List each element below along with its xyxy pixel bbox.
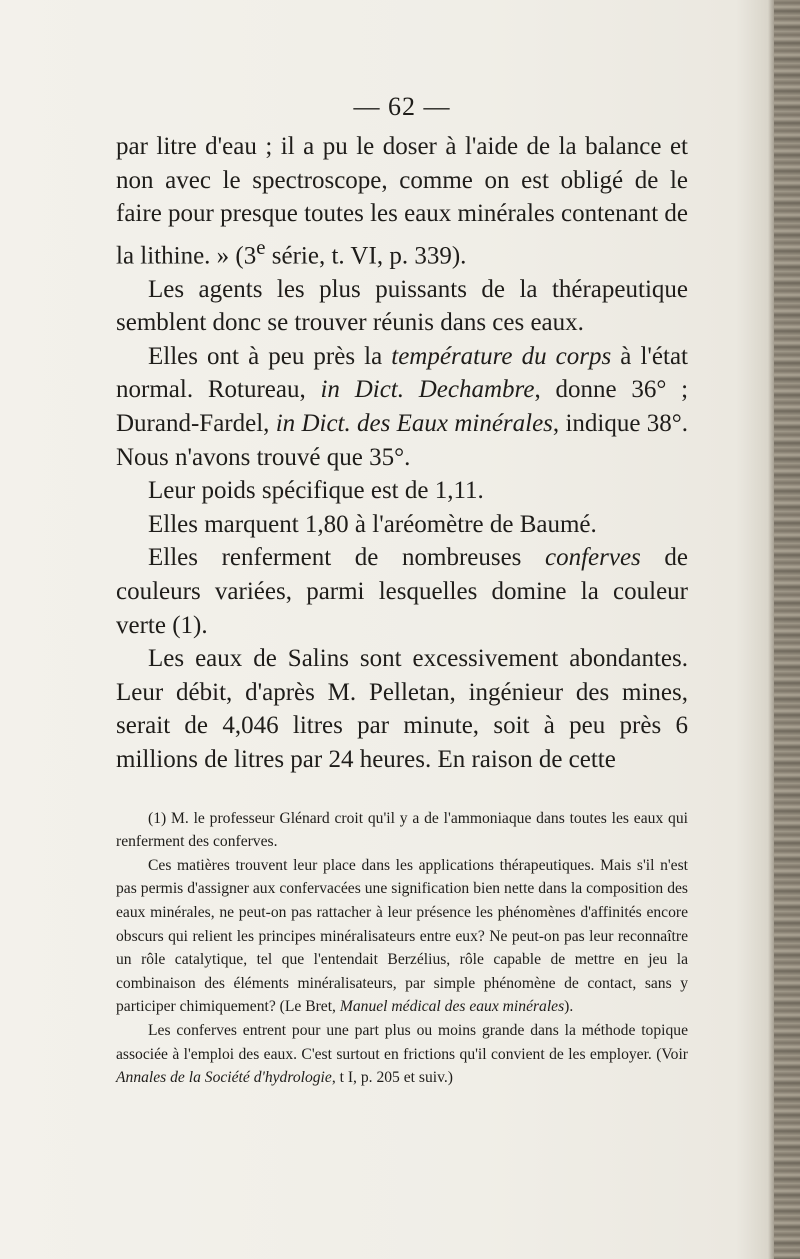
- text-run: série, t. VI, p. 339).: [265, 242, 467, 270]
- italic-text: température du corps: [391, 342, 612, 370]
- text-run: ).: [564, 998, 574, 1016]
- paragraph: [116, 508, 688, 542]
- text-run: , t I, p. 205 et suiv.): [331, 1069, 453, 1087]
- book-edge: [774, 0, 800, 1259]
- superscript: e: [256, 234, 266, 259]
- text-run: Elles marquent 1,80 à l'aréomètre de Baumé.: [148, 510, 597, 538]
- italic-text: Annales de la Société d'hydrologie: [116, 1069, 332, 1087]
- text-run: Ces matières trouvent leur place dans les applications thérapeutiques. Mais s'il n'est pas permis d'assigner aux confervacées une signification bien nette dans la composition des eaux minérales, ne peut-on pas rattacher à leur présence les phénomènes d'affinités encore obscurs qui relient les principes minéralisateurs entre eux? Ne peut-on pas leur reconnaître un rôle catalytique, tel que l'entendait Berzélius, rôle capable de mettre en jeu la combinaison des éléments minéralisateurs, par simple phénomène de contact, sans y participer chimiquement? (Le Bret,: [116, 856, 688, 1016]
- footnote: [116, 854, 688, 1019]
- footnotes: [116, 807, 688, 1090]
- footnote: [116, 1019, 688, 1090]
- text-run: , indique 38°. Nous n'avons trouvé que 35°.: [116, 410, 688, 471]
- text-run: à l'état normal. Rotureau,: [116, 342, 688, 404]
- paragraph: [116, 130, 688, 273]
- text-run: Elles ont à peu près la: [148, 342, 392, 370]
- text-run: Elles renferment de nombreuses: [148, 544, 545, 572]
- text-run: Les conferves entrent pour une part plus ou moins grande dans la méthode topique associée à l'emploi des eaux. C'est surtout en frictions qu'il convient de les employer. (Voir: [116, 1021, 688, 1063]
- page-number: — 62 —: [353, 92, 451, 121]
- italic-text: in Dict. Dechambre: [320, 376, 535, 404]
- text-run: Leur poids spécifique est de 1,11.: [148, 477, 484, 505]
- italic-text: Manuel médical des eaux minérales: [339, 998, 565, 1016]
- paragraph: [116, 474, 688, 508]
- text-run: (1) M. le professeur Glénard croit qu'il y a de l'ammoniaque dans toutes les eaux qui renferment des conferves.: [116, 809, 688, 851]
- main-text: [116, 130, 688, 777]
- text-run: par litre d'eau ; il a pu le doser à l'aide de la balance et non avec le spectroscope, comme on est obligé de le faire pour presque toutes les eaux minérales contenant de la lithine. » (3: [116, 133, 688, 270]
- text-run: de couleurs variées, parmi lesquelles domine la couleur verte (1).: [116, 544, 688, 639]
- paragraph: [116, 642, 688, 776]
- italic-text: in Dict. des Eaux minérales: [275, 410, 553, 438]
- text-run: Les eaux de Salins sont excessivement abondantes. Leur débit, d'après M. Pelletan, ingénieur des mines, serait de 4,046 litres par minute, soit à peu près 6 millions de litres par 24 heures. En raison de cette: [116, 645, 688, 774]
- paragraph: [116, 273, 688, 340]
- footnote: [116, 807, 688, 854]
- text-run: , donne 36° ; Durand-Fardel,: [116, 376, 689, 438]
- italic-text: conferves: [545, 544, 641, 572]
- paragraph: [116, 541, 688, 642]
- page-content: [116, 92, 688, 1090]
- paragraph: [116, 340, 688, 474]
- text-run: Les agents les plus puissants de la thérapeutique semblent donc se trouver réunis dans ces eaux.: [116, 275, 688, 337]
